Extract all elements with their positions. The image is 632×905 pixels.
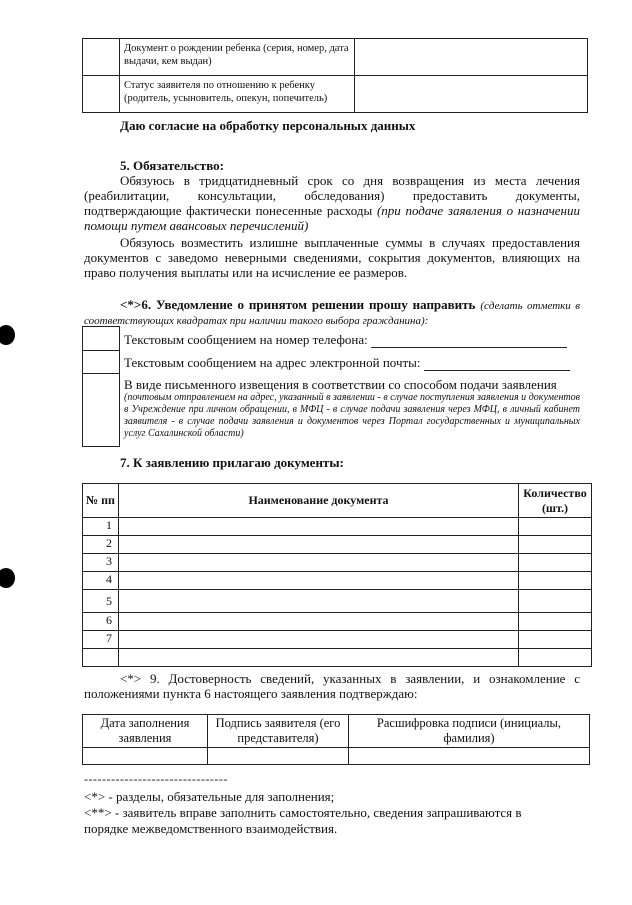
checkbox-cell	[83, 76, 120, 113]
field-label: Документ о рождении ребенка (серия, номер, дата выдачи, кем выдан)	[120, 39, 355, 76]
footnote-separator: --------------------------------	[84, 772, 228, 786]
row-number: 4	[83, 572, 119, 590]
doc-name-cell[interactable]	[119, 590, 519, 613]
row-number: 3	[83, 554, 119, 572]
doc-qty-cell[interactable]	[519, 649, 592, 667]
section6-title: <*>6. Уведомление о принятом решении прошу направить	[120, 297, 476, 312]
section5-p2: Обязуюсь возместить излишне выплаченные суммы в случаях предоставления документов с заведомо неверными сведениями, сокрытия документов, влияющих на право получения выплаты или на исчисление ее размеров.	[84, 235, 580, 280]
footnote-1: <*> - разделы, обязательные для заполнения;	[84, 789, 335, 804]
table-row	[83, 631, 592, 649]
row-number	[83, 649, 119, 667]
table-row	[83, 590, 592, 613]
section5-p1: Обязуюсь в тридцатидневный срок со дня возвращения из места лечения (реабилитации, консультации, обследования) предоставить документы, подтверждающие фактически понесенные расходы	[84, 173, 580, 218]
section6-checkbox-3[interactable]	[82, 373, 120, 447]
option-phone-label: Текстовым сообщением на номер телефона:	[124, 332, 368, 347]
doc-name-cell[interactable]	[119, 631, 519, 649]
doc-name-cell[interactable]	[119, 572, 519, 590]
doc-qty-cell[interactable]	[519, 536, 592, 554]
col-header-number: № пп	[83, 484, 119, 518]
section5-p1-italic: (при подаче заявления о назначении помощи путем авансовых перечислений)	[84, 203, 581, 233]
table-row	[83, 613, 592, 631]
section9-text: <*> 9. Достоверность сведений, указанных в заявлении, и ознакомление с положениями пункта 6 настоящего заявления подтверждаю:	[84, 671, 580, 701]
doc-qty-cell[interactable]	[519, 554, 592, 572]
signature-table	[82, 714, 590, 765]
table-row	[83, 518, 592, 536]
checkbox-cell	[83, 39, 120, 76]
decoding-cell[interactable]	[349, 748, 590, 765]
table-row	[83, 554, 592, 572]
section6-checkbox-1[interactable]	[82, 326, 120, 350]
doc-qty-cell[interactable]	[519, 613, 592, 631]
punch-hole-top	[0, 325, 15, 345]
section6-heading	[84, 298, 580, 328]
row-number: 2	[83, 536, 119, 554]
section6-option-phone	[124, 332, 567, 348]
doc-qty-cell[interactable]	[519, 572, 592, 590]
option-email-label: Текстовым сообщением на адрес электронной почты:	[124, 355, 421, 370]
doc-qty-cell[interactable]	[519, 590, 592, 613]
doc-name-cell[interactable]	[119, 649, 519, 667]
section6-option-email	[124, 355, 570, 371]
row-number: 7	[83, 631, 119, 649]
section6-option-letter	[124, 377, 580, 440]
table-header-row	[83, 715, 590, 748]
col-header-date: Дата заполнения заявления	[83, 715, 208, 748]
section5-title: 5. Обязательство:	[120, 158, 224, 173]
doc-qty-cell[interactable]	[519, 631, 592, 649]
consent-text: Даю согласие на обработку персональных данных	[120, 118, 416, 133]
table-row	[83, 572, 592, 590]
option-letter-note: (почтовым отправлением на адрес, указанный в заявлении - в случае поступления заявления и документов в Учреждение при личном обращении, в МФЦ - в случае подачи заявления через МФЦ, в личный кабинет заявителя - в случае подачи заявления и документов через Портал государственных и муниципальных услуг Сахалинской области)	[124, 392, 580, 439]
col-header-decoding: Расшифровка подписи (инициалы, фамилия)	[349, 715, 590, 748]
col-header-signature: Подпись заявителя (его представителя)	[208, 715, 349, 748]
phone-input-line[interactable]	[371, 335, 567, 348]
row-number: 1	[83, 518, 119, 536]
doc-name-cell[interactable]	[119, 518, 519, 536]
table-row	[83, 76, 588, 113]
col-header-qty: Количество (шт.)	[519, 484, 592, 518]
table-header-row	[83, 484, 592, 518]
row-number: 6	[83, 613, 119, 631]
table-row	[83, 649, 592, 667]
field-value[interactable]	[355, 39, 588, 76]
punch-hole-bottom	[0, 568, 15, 588]
footnote-2: <**> - заявитель вправе заполнить самостоятельно, сведения запрашиваются в порядке межведомственного взаимодействия.	[84, 805, 522, 836]
table-row	[83, 748, 590, 765]
date-cell[interactable]	[83, 748, 208, 765]
doc-name-cell[interactable]	[119, 554, 519, 572]
table-row	[83, 536, 592, 554]
signature-cell[interactable]	[208, 748, 349, 765]
section5-body	[84, 173, 580, 280]
field-value[interactable]	[355, 76, 588, 113]
col-header-name: Наименование документа	[119, 484, 519, 518]
option-letter-label: В виде письменного извещения в соответствии со способом подачи заявления	[124, 377, 557, 392]
doc-qty-cell[interactable]	[519, 518, 592, 536]
section7-title: 7. К заявлению прилагаю документы:	[120, 455, 344, 470]
email-input-line[interactable]	[424, 358, 570, 371]
table-row	[83, 39, 588, 76]
section6-title-italic: (сделать отметки в соответствующих квадратах при наличии такого выбора гражданина):	[84, 300, 580, 327]
applicant-info-table	[82, 38, 588, 113]
doc-name-cell[interactable]	[119, 536, 519, 554]
documents-table	[82, 483, 592, 667]
row-number: 5	[83, 590, 119, 613]
doc-name-cell[interactable]	[119, 613, 519, 631]
section6-checkbox-2[interactable]	[82, 350, 120, 373]
field-label: Статус заявителя по отношению к ребенку (родитель, усыновитель, опекун, попечитель)	[120, 76, 355, 113]
